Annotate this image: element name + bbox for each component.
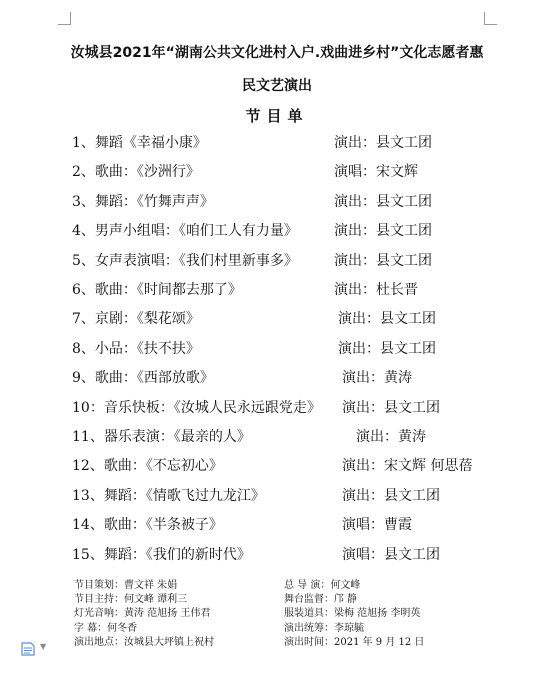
program-title: 15、舞蹈：《我们的新时代》 [72, 546, 251, 563]
credit-right: 服装道具：梁梅 范旭扬 李明英 [284, 608, 421, 620]
program-row [72, 217, 492, 246]
program-row [72, 305, 492, 334]
program-title: 4、男声小组唱：《咱们工人有力量》 [72, 223, 298, 240]
program-row [72, 364, 492, 393]
program-performer: 演出：县文工团 [334, 252, 432, 269]
document-title-line-1: 汝城县2021年“湖南公共文化进村入户.戏曲进乡村”文化志愿者惠 [70, 45, 484, 61]
credits-row [74, 593, 474, 607]
page-corner-mark-left [58, 12, 71, 25]
credits-row [74, 579, 474, 593]
program-row [72, 511, 492, 540]
program-performer: 演唱：宋文辉 [334, 164, 418, 181]
credits-row [74, 607, 474, 621]
program-row [72, 129, 492, 158]
program-title: 9、歌曲：《西部放歌》 [72, 370, 214, 387]
program-title: 7、京剧：《梨花颂》 [72, 311, 200, 328]
program-performer: 演出：黄涛 [342, 370, 412, 387]
program-performer: 演出：县文工团 [334, 193, 432, 210]
credit-left: 灯光音响：黄涛 范旭扬 王伟君 [74, 608, 211, 620]
program-performer: 演出：宋文辉 何思蓓 [342, 458, 473, 475]
document-title-line-2: 民文艺演出 [242, 78, 312, 94]
program-row [72, 247, 492, 276]
credits-row [74, 636, 474, 650]
program-performer: 演出：县文工团 [338, 340, 436, 357]
credit-right: 总 导 演：何文峰 [284, 580, 361, 591]
page-corner-mark-right [484, 12, 497, 25]
program-row [72, 276, 492, 305]
dropdown-arrow-icon[interactable]: ▼ [40, 642, 47, 651]
program-title: 5、女声表演唱：《我们村里新事多》 [72, 252, 298, 269]
program-performer: 演出：县文工团 [342, 487, 440, 504]
program-row [72, 335, 492, 364]
program-row [72, 188, 492, 217]
credit-left: 节目策划：曹文祥 朱娟 [74, 580, 178, 591]
program-title: 11、器乐表演：《最亲的人》 [72, 429, 251, 445]
program-title: 3、舞蹈：《竹舞声声》 [72, 193, 214, 210]
program-title: 1、舞蹈《幸福小康》 [72, 135, 207, 151]
program-row [72, 452, 492, 481]
document-icon[interactable] [20, 641, 38, 655]
credits-block [74, 579, 474, 650]
program-list-heading: 节目单 [245, 107, 309, 125]
program-performer: 演出：县文工团 [334, 223, 432, 240]
program-performer: 演出：县文工团 [334, 135, 432, 151]
program-title: 10：音乐快板：《汝城人民永远跟党走》 [72, 399, 321, 416]
credits-row [74, 622, 474, 636]
program-title: 8、小品：《扶不扶》 [72, 340, 200, 357]
program-row [72, 541, 492, 570]
program-performer: 演唱：曹霞 [342, 517, 412, 534]
program-title: 2、歌曲：《沙洲行》 [72, 164, 200, 181]
program-performer: 演出：县文工团 [342, 399, 440, 416]
credit-left: 节目主持：何文峰 谭利三 [74, 594, 188, 606]
credit-left: 演出地点：汝城县大坪镇上祝村 [74, 636, 214, 648]
credit-right: 舞台监督：邝 静 [284, 594, 358, 606]
program-title: 6、歌曲：《时间都去那了》 [72, 282, 242, 298]
program-performer: 演唱：县文工团 [342, 546, 440, 563]
program-title: 13、舞蹈：《情歌飞过九龙江》 [72, 487, 265, 504]
program-title: 14、歌曲：《半条被子》 [72, 517, 223, 534]
program-performer: 演出：县文工团 [338, 311, 436, 328]
program-row [72, 394, 492, 423]
program-row [72, 423, 492, 452]
program-performer: 演出：黄涛 [356, 429, 426, 445]
program-title: 12、歌曲：《不忘初心》 [72, 458, 223, 475]
credit-right: 演出时间：2021 年 9 月 12 日 [284, 636, 425, 648]
program-row [72, 158, 492, 187]
credit-left: 字 幕：何冬香 [74, 622, 138, 634]
program-row [72, 482, 492, 511]
program-performer: 演出：杜长晋 [334, 282, 418, 298]
credit-right: 演出统筹：李琼毓 [284, 622, 364, 634]
